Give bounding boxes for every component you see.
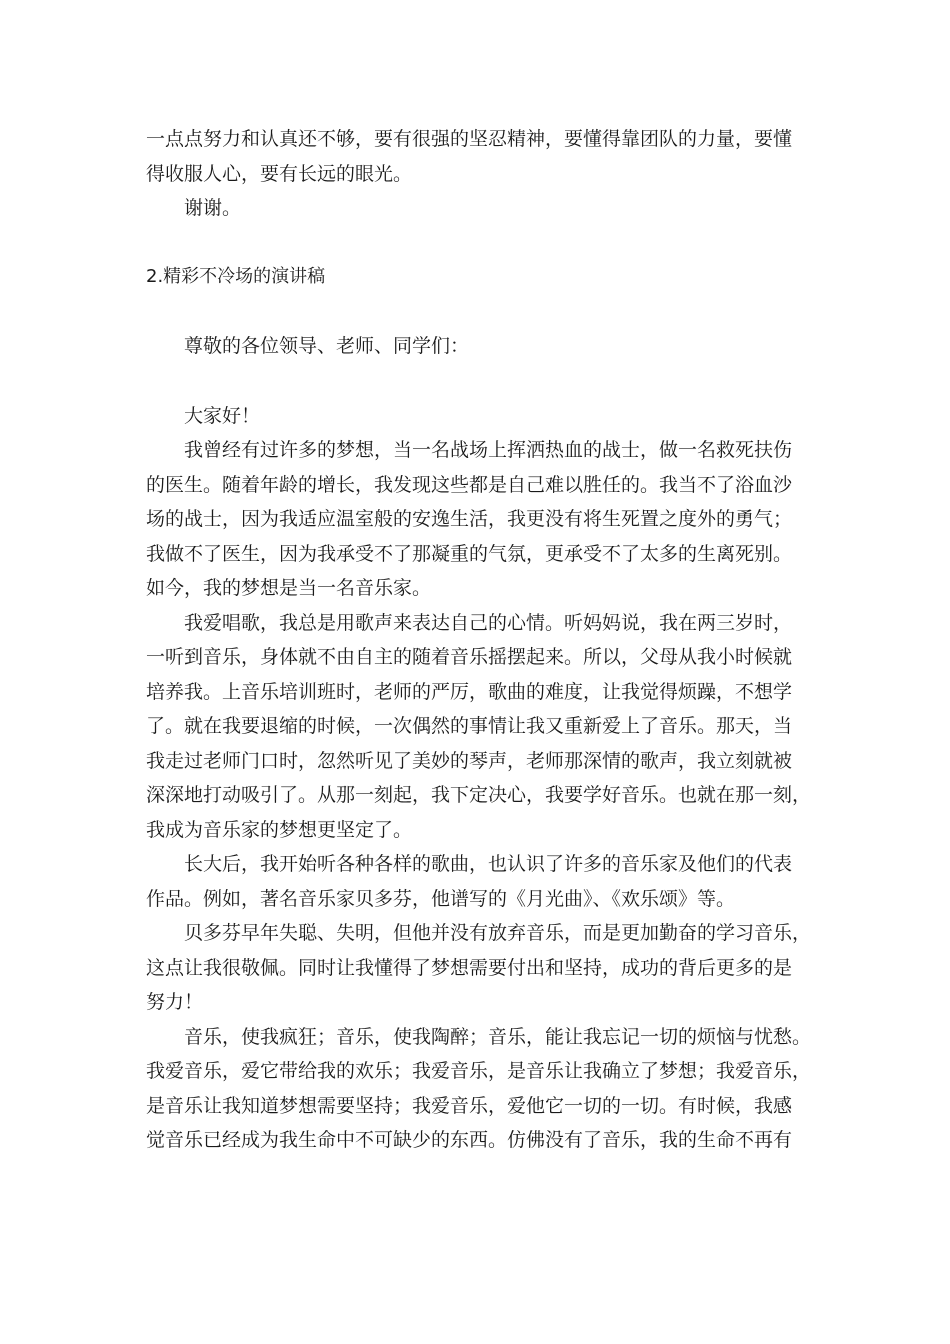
text-line: 音乐，使我疯狂；音乐，使我陶醉；音乐，能让我忘记一切的烦恼与忧愁。: [184, 1025, 812, 1048]
text-line: 了。就在我要退缩的时候，一次偶然的事情让我又重新爱上了音乐。那天，当: [146, 715, 793, 737]
text-line: 我成为音乐家的梦想更坚定了。: [146, 818, 413, 841]
document-body: [146, 122, 826, 1158]
text-line: 长大后，我开始听各种各样的歌曲，也认识了许多的音乐家及他们的代表: [184, 853, 793, 875]
text-line: 这点让我很敬佩。同时让我懂得了梦想需要付出和坚持，成功的背后更多的是: [146, 956, 793, 979]
text-line: 一点点努力和认真还不够，要有很强的坚忍精神，要懂得靠团队的力量，要懂: [146, 128, 793, 150]
text-line: 场的战士，因为我适应温室般的安逸生活，我更没有将生死置之度外的勇气；: [146, 508, 793, 530]
spacer: [146, 294, 826, 329]
body-paragraph: [146, 916, 826, 1020]
salutation: [146, 329, 826, 364]
body-paragraph: [146, 847, 826, 916]
text-line: 谢谢。: [184, 197, 242, 219]
text-line: 觉音乐已经成为我生命中不可缺少的东西。仿佛没有了音乐，我的生命不再有: [146, 1129, 793, 1151]
text-line: 作品。例如，著名音乐家贝多芬，他谱写的《月光曲》、《欢乐颂》等。: [146, 887, 736, 910]
text-line: 培养我。上音乐培训班时，老师的严厉，歌曲的难度，让我觉得烦躁，不想学: [146, 680, 793, 703]
text-line: 努力！: [146, 991, 204, 1013]
text-line: 的医生。随着年龄的增长，我发现这些都是自己难以胜任的。我当不了浴血沙: [146, 473, 793, 496]
text-line: 我爱唱歌，我总是用歌声来表达自己的心情。听妈妈说，我在两三岁时，: [184, 611, 793, 634]
body-paragraph: [146, 606, 826, 848]
thanks-line: [146, 191, 826, 226]
intro-paragraph: [146, 122, 826, 191]
text-line: 得收服人心，要有长远的眼光。: [146, 162, 413, 185]
section-title: 2.精彩不冷场的演讲稿: [146, 265, 326, 287]
body-paragraph: [146, 433, 826, 606]
greeting: [146, 399, 826, 434]
text-line: 是音乐让我知道梦想需要坚持；我爱音乐，爱他它一切的一切。有时候，我感: [146, 1094, 793, 1117]
text-line: 我爱音乐，爱它带给我的欢乐；我爱音乐，是音乐让我确立了梦想；我爱音乐，: [146, 1060, 812, 1082]
text-line: 一听到音乐，身体就不由自主的随着音乐摇摆起来。所以，父母从我小时候就: [146, 646, 793, 668]
text-line: 如今，我的梦想是当一名音乐家。: [146, 577, 432, 599]
text-line: 我做不了医生，因为我承受不了那凝重的气氛，更承受不了太多的生离死别。: [146, 542, 793, 565]
text-line: 尊敬的各位领导、老师、同学们：: [184, 335, 470, 357]
text-line: 深深地打动吸引了。从那一刻起，我下定决心，我要学好音乐。也就在那一刻，: [146, 784, 812, 806]
text-line: 大家好！: [184, 404, 261, 427]
body-paragraph: [146, 1020, 826, 1158]
spacer: [146, 226, 826, 260]
text-line: 我走过老师门口时，忽然听见了美妙的琴声，老师那深情的歌声，我立刻就被: [146, 749, 793, 772]
spacer: [146, 364, 826, 399]
text-line: 贝多芬早年失聪、失明，但他并没有放弃音乐，而是更加勤奋的学习音乐，: [184, 922, 812, 944]
text-line: 我曾经有过许多的梦想，当一名战场上挥洒热血的战士，做一名救死扶伤: [184, 439, 793, 461]
